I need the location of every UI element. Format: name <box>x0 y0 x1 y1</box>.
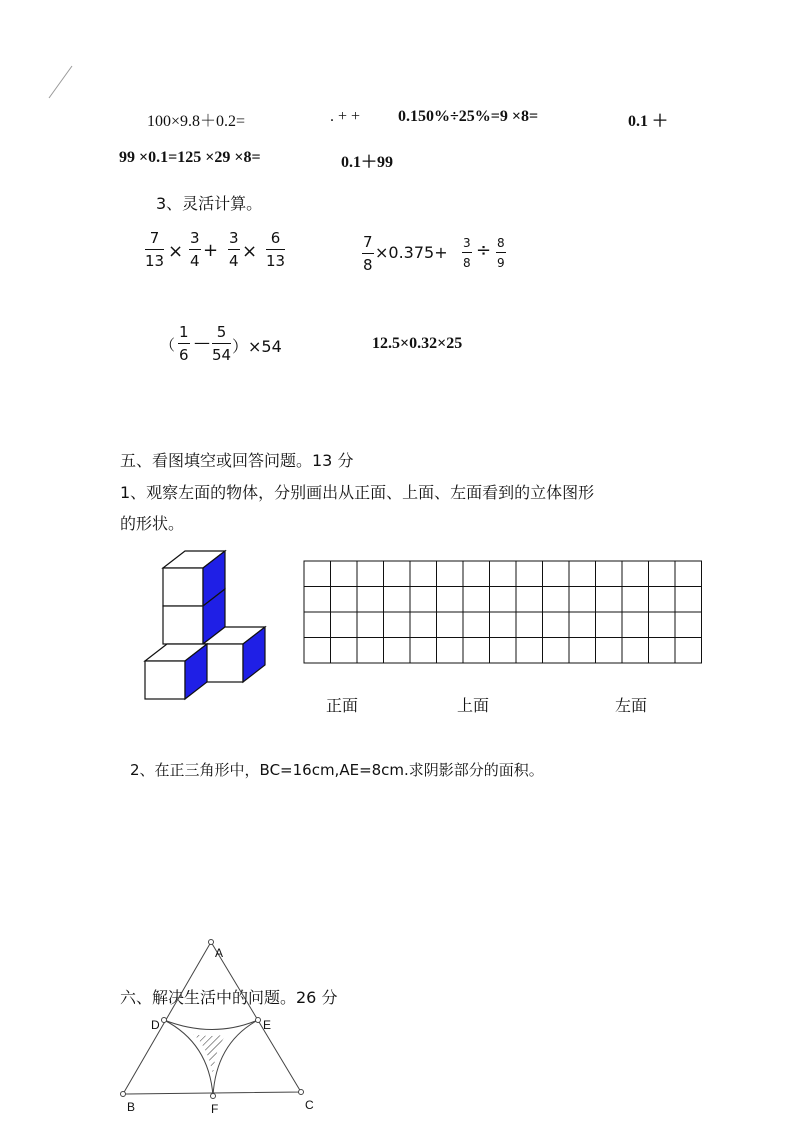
grid-cell[interactable] <box>596 587 623 613</box>
grid-cell[interactable] <box>543 612 570 638</box>
drawing-grid[interactable] <box>303 560 705 666</box>
grid-cell[interactable] <box>357 561 384 587</box>
grid-cell[interactable] <box>516 561 543 587</box>
grid-cell[interactable] <box>357 638 384 664</box>
grid-cell[interactable] <box>384 587 411 613</box>
grid-cell[interactable] <box>410 612 437 638</box>
grid-cell[interactable] <box>331 587 358 613</box>
grid-cell[interactable] <box>569 587 596 613</box>
grid-cell[interactable] <box>490 612 517 638</box>
grid-cell[interactable] <box>649 638 676 664</box>
grid-cell[interactable] <box>463 561 490 587</box>
fraction: $\frac{6}{13}$ <box>266 229 286 270</box>
grid-cell[interactable] <box>622 587 649 613</box>
open-paren: （ <box>160 336 176 354</box>
calc-line1-a: 100×9.8＋0.2= <box>147 113 246 130</box>
grid-cell[interactable] <box>384 612 411 638</box>
shaded-region <box>193 1034 227 1075</box>
grid-cell[interactable] <box>596 638 623 664</box>
grid-cell[interactable] <box>543 587 570 613</box>
vertex-label-e: E <box>263 1018 272 1032</box>
grid-cell[interactable] <box>304 612 331 638</box>
grid-cell[interactable] <box>649 587 676 613</box>
triangle-figure <box>115 935 325 1115</box>
operator: + <box>203 240 219 261</box>
grid-cell[interactable] <box>543 561 570 587</box>
grid-cell[interactable] <box>331 561 358 587</box>
grid-cell[interactable] <box>569 612 596 638</box>
grid-cell[interactable] <box>543 638 570 664</box>
calc-line2-b: 0.1＋99 <box>341 154 394 171</box>
question-1-text-cont: 的形状。 <box>120 514 185 533</box>
grid-cell[interactable] <box>384 638 411 664</box>
fraction: $\frac{3}{4}$ <box>190 229 200 270</box>
calc-line1-d: 0.1 ＋ <box>628 113 669 130</box>
grid-cell[interactable] <box>490 638 517 664</box>
view-label-left: 左面 <box>615 696 648 715</box>
view-label-front: 正面 <box>326 696 359 715</box>
grid-cell[interactable] <box>331 612 358 638</box>
grid-cell[interactable] <box>437 587 464 613</box>
grid-cell[interactable] <box>490 587 517 613</box>
section-title-6: 六、解决生活中的问题。26 分 <box>120 988 338 1007</box>
grid-cell[interactable] <box>437 638 464 664</box>
grid-cell[interactable] <box>649 612 676 638</box>
operator: × <box>168 241 184 262</box>
question-1-text: 1、观察左面的物体，分别画出从正面、上面、左面看到的立体图形 <box>120 483 595 502</box>
grid-cell[interactable] <box>675 561 702 587</box>
grid-cell[interactable] <box>596 612 623 638</box>
cube-stack-figure <box>140 548 275 703</box>
grid-cell[interactable] <box>622 638 649 664</box>
grid-cell[interactable] <box>463 587 490 613</box>
grid-cell[interactable] <box>331 638 358 664</box>
operator: × <box>242 241 258 262</box>
vertex-label-c: C <box>305 1098 314 1112</box>
grid-cell[interactable] <box>516 612 543 638</box>
grid-cell[interactable] <box>410 587 437 613</box>
vertex-label-b: B <box>127 1100 136 1114</box>
grid-cell[interactable] <box>304 638 331 664</box>
question-2-text: 2、在正三角形中，BC=16cm,AE=8cm.求阴影部分的面积。 <box>130 761 544 779</box>
fraction: $\frac{8}{9}$ <box>497 236 505 270</box>
vertex-label-a: A <box>215 946 224 960</box>
grid-cell[interactable] <box>675 587 702 613</box>
grid-cell[interactable] <box>304 587 331 613</box>
corner-mark <box>40 60 80 105</box>
fraction: $\frac{3}{4}$ <box>229 229 239 270</box>
fraction: $\frac{3}{8}$ <box>463 236 471 270</box>
fraction: $\frac{5}{54}$ <box>212 323 232 364</box>
calc-line2-a: 99 ×0.1=125 ×29 ×8= <box>119 149 261 166</box>
minus-sign: — <box>194 333 210 352</box>
grid-cell[interactable] <box>384 561 411 587</box>
grid-cell[interactable] <box>649 561 676 587</box>
grid-cell[interactable] <box>410 561 437 587</box>
grid-cell[interactable] <box>490 561 517 587</box>
grid-cell[interactable] <box>463 638 490 664</box>
close-paren-times: ）×54 <box>232 337 282 356</box>
expression-middle: ×0.375+ <box>375 243 448 262</box>
grid-cell[interactable] <box>463 612 490 638</box>
grid-cell[interactable] <box>569 561 596 587</box>
grid-cell[interactable] <box>437 561 464 587</box>
grid-cell[interactable] <box>675 638 702 664</box>
grid-cell[interactable] <box>569 638 596 664</box>
grid-cell[interactable] <box>410 638 437 664</box>
calc-line1-c: 0.150%÷25%=9 ×8= <box>398 108 539 125</box>
section-title-5: 五、看图填空或回答问题。13 分 <box>120 451 354 470</box>
calc-line1-b: . + + <box>330 108 361 125</box>
grid-cell[interactable] <box>596 561 623 587</box>
operator: ÷ <box>476 240 492 261</box>
grid-cell[interactable] <box>357 612 384 638</box>
subsection-title-flexible-calc: 3、灵活计算。 <box>156 194 263 213</box>
grid-cell[interactable] <box>675 612 702 638</box>
view-label-top: 上面 <box>457 696 490 715</box>
grid-cell[interactable] <box>357 587 384 613</box>
fraction: $\frac{7}{13}$ <box>145 229 165 270</box>
grid-cell[interactable] <box>437 612 464 638</box>
vertex-label-f: F <box>211 1102 219 1115</box>
grid-cell[interactable] <box>304 561 331 587</box>
grid-cell[interactable] <box>516 587 543 613</box>
expression-4: 12.5×0.32×25 <box>372 335 463 352</box>
vertex-label-d: D <box>151 1018 160 1032</box>
grid-cell[interactable] <box>622 612 649 638</box>
fraction: $\frac{7}{8}$ <box>363 233 373 274</box>
grid-cell[interactable] <box>516 638 543 664</box>
grid-cell[interactable] <box>622 561 649 587</box>
fraction: $\frac{1}{6}$ <box>179 323 189 364</box>
